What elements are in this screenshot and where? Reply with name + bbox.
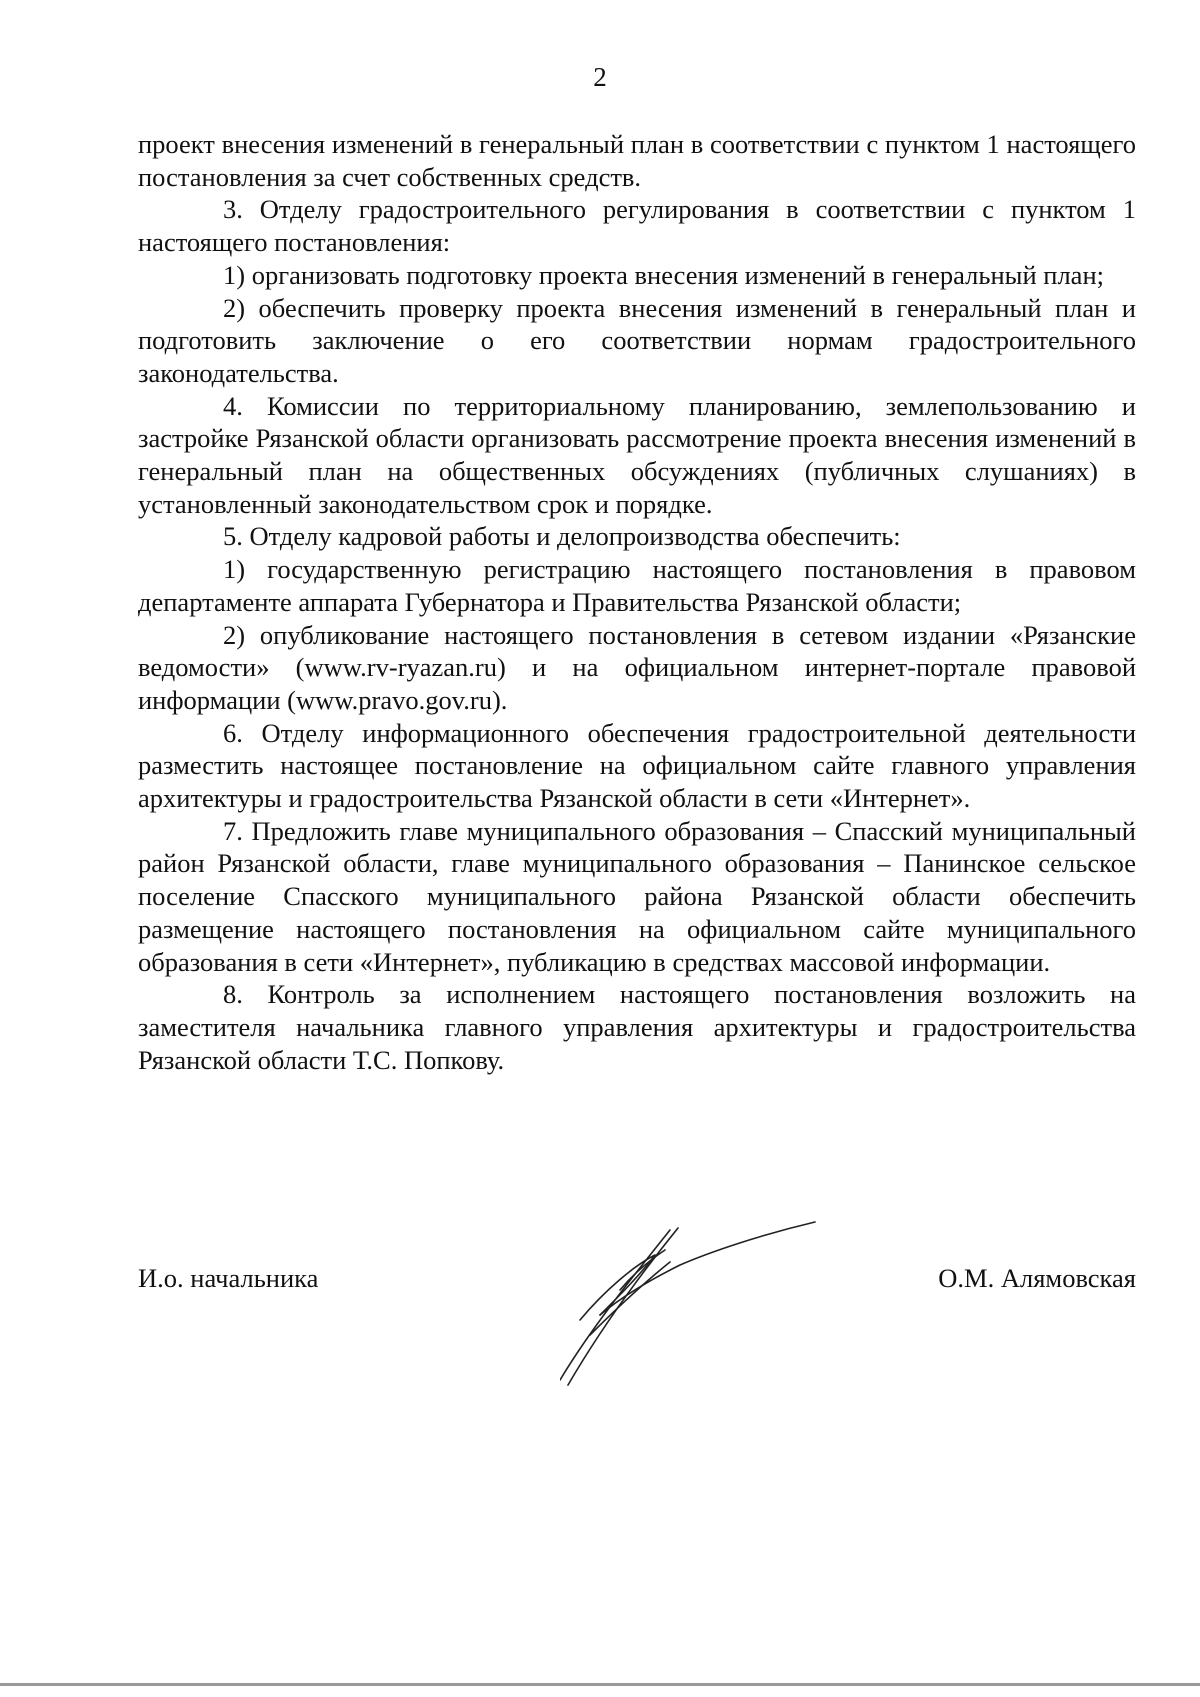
paragraph: 7. Предложить главе муниципального образования – Спасский муниципальный район Рязанской области, главе муниципального образования – Панинское сельское поселение Спасского муниципального района Рязанской области обеспечить размещение настоящего постановления на официальном сайте муниципального образования в сети «Интернет», публикацию в средствах массовой информации. <box>138 815 1136 977</box>
scan-edge-divider <box>0 1683 1200 1686</box>
paragraph: 4. Комиссии по территориальному планированию, землепользованию и застройке Рязанской области организовать рассмотрение проекта внесения изменений в генеральный план на общественных обсуждениях (публичных слушаниях) в установленный законодательством срок и порядке. <box>138 390 1136 519</box>
paragraph: 1) государственную регистрацию настоящего постановления в правовом департаменте аппарата Губернатора и Правительства Рязанской области; <box>138 554 1136 617</box>
signatory-position: И.о. начальника <box>138 1263 319 1293</box>
page-number: 2 <box>593 62 607 92</box>
paragraph: проект внесения изменений в генеральный план в соответствии с пунктом 1 настоящего постановления за счет собственных средств. <box>138 129 1136 192</box>
paragraph: 1) организовать подготовку проекта внесения изменений в генеральный план; <box>223 259 1104 290</box>
paragraph: 5. Отделу кадровой работы и делопроизводства обеспечить: <box>223 521 901 552</box>
paragraph: 3. Отделу градостроительного регулирования в соответствии с пунктом 1 настоящего постановления: <box>138 194 1136 258</box>
paragraph: 6. Отделу информационного обеспечения градостроительной деятельности разместить настоящее постановление на официальном сайте главного управления архитектуры и градостроительства Рязанской области в сети «Интернет». <box>138 717 1136 814</box>
paragraph: 8. Контроль за исполнением настоящего постановления возложить на заместителя начальника главного управления архитектуры и градостроительства Рязанской области Т.С. Попкову. <box>138 979 1136 1075</box>
paragraph: 2) опубликование настоящего постановления в сетевом издании «Рязанские ведомости» (www.rv-ryazan.ru) и на официальном интернет-портале правовой информации (www.pravo.gov.ru). <box>138 619 1136 715</box>
signatory-name: О.М. Алямовская <box>938 1263 1136 1293</box>
paragraph: 2) обеспечить проверку проекта внесения изменений в генеральный план и подготовить заключение о его соответствии нормам градостроительного законодательства. <box>138 292 1136 388</box>
document-body <box>138 128 1136 1076</box>
handwritten-signature-icon <box>560 1210 850 1410</box>
